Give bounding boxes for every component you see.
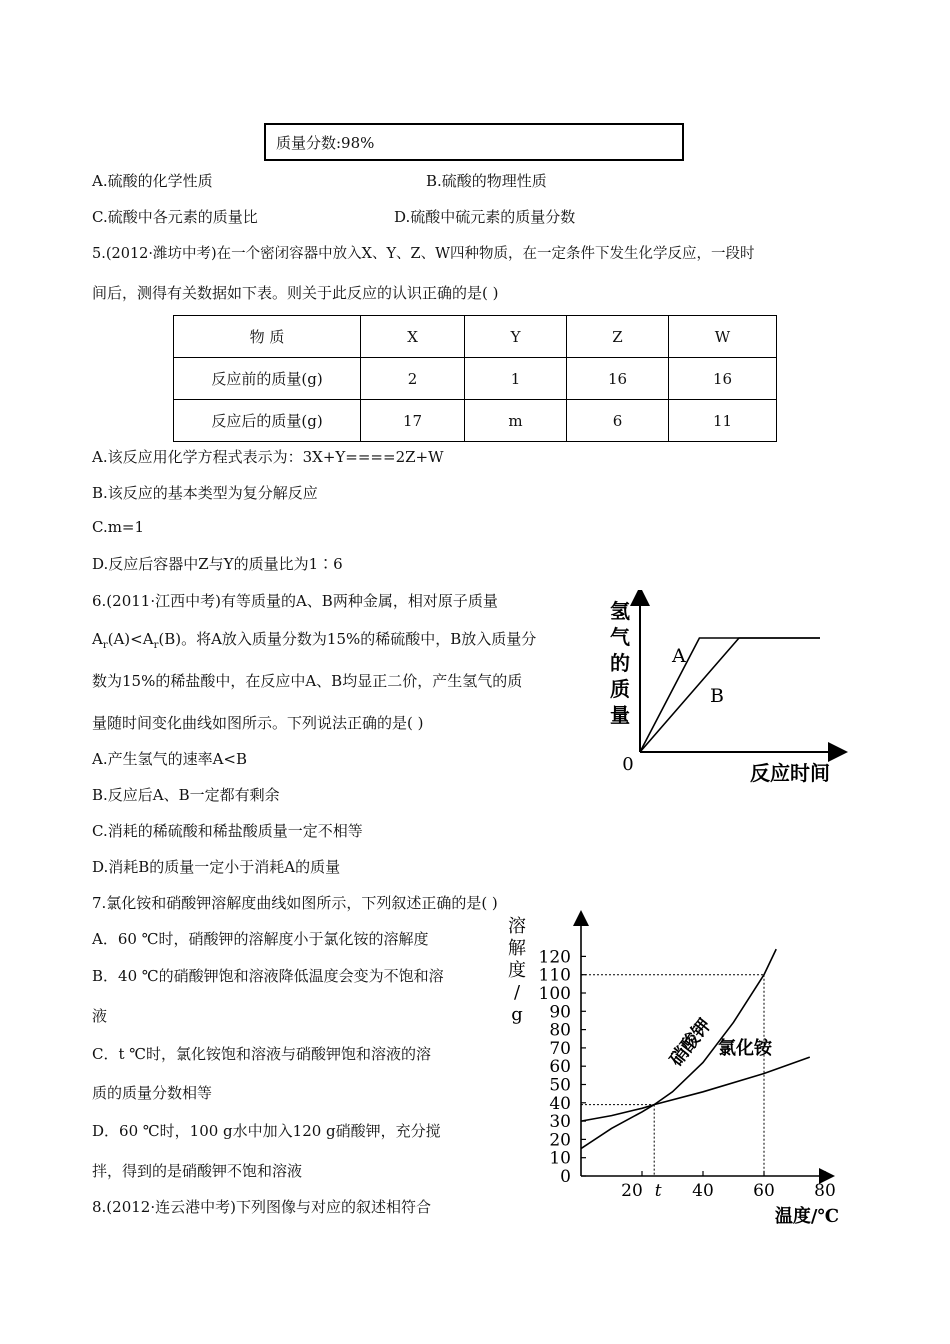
q6-option-a[interactable]: A.产生氢气的速率A<B [92,750,248,768]
y-tick-label: 10 [549,1148,571,1169]
q5-data-table [173,315,777,442]
table-cell: 反应前的质量(g) [174,358,361,400]
q5-stem-line2: 间后，测得有关数据如下表。则关于此反应的认识正确的是( ) [92,284,499,302]
table-cell: 1 [465,358,567,400]
y-label-char: / [513,982,521,1003]
q6-option-d[interactable]: D.消耗B的质量一定小于消耗A的质量 [92,858,341,876]
origin-label: 0 [622,754,634,775]
q6-stem-line3: 数为15%的稀盐酸中，在反应中A、B均显正二价，产生氢气的质 [92,672,523,690]
series-label-b: B [710,685,724,707]
x-tick-label-t: t [654,1181,662,1201]
q7-option-c-line1[interactable]: C．t ℃时，氯化铵饱和溶液与硝酸钾饱和溶液的溶 [92,1045,432,1063]
y-label-char: 气 [610,625,630,649]
q7-option-d-line1[interactable]: D．60 ℃时，100 g水中加入120 g硝酸钾，充分搅 [92,1122,441,1140]
y-tick-label: 60 [549,1057,571,1078]
q6-option-b[interactable]: B.反应后A、B一定都有剩余 [92,786,280,804]
table-cell: 6 [567,400,669,442]
solubility-chart [495,910,855,1230]
q6-ar-a: A [92,630,103,648]
y-tick-label: 100 [538,984,571,1004]
y-tick-label: 0 [560,1167,571,1187]
table-header-cell: X [361,316,465,358]
series-line-b [640,638,820,752]
q6-ar-post: (B)。将A放入质量分数为15%的稀硫酸中，B放入质量分 [158,630,537,648]
q6-stem-line4: 量随时间变化曲线如图所示。下列说法正确的是( ) [92,714,424,732]
table-cell: 17 [361,400,465,442]
hydrogen-chart [600,590,850,790]
q6-ar-mid: (A)<A [107,630,154,648]
y-label-char: 的 [610,651,630,675]
y-label-char: 质 [610,677,630,701]
q4-option-a[interactable]: A.硫酸的化学性质 [92,172,213,190]
q4-option-d[interactable]: D.硫酸中硫元素的质量分数 [394,208,576,226]
table-cell: 反应后的质量(g) [174,400,361,442]
q5-option-c[interactable]: C.m=1 [92,518,145,536]
y-label-char: 溶 [508,916,526,937]
table-cell: 16 [567,358,669,400]
y-tick-label: 120 [538,947,571,968]
q4-option-b[interactable]: B.硫酸的物理性质 [426,172,547,190]
q7-option-b-line2[interactable]: 液 [92,1007,108,1025]
series-line-a [640,638,820,752]
q6-option-c[interactable]: C.消耗的稀硫酸和稀盐酸质量一定不相等 [92,822,363,840]
q6-ar-sub-2: r [153,640,159,651]
q8-stem: 8.(2012·连云港中考)下列图像与对应的叙述相符合 [92,1198,431,1216]
q6-stem-line2 [92,628,536,651]
series-label-a: A [672,645,686,667]
y-label-char: g [511,1004,523,1025]
y-tick-label: 70 [549,1038,571,1059]
label-box-text: 质量分数:98% [276,134,375,152]
table-cell: 2 [361,358,465,400]
y-tick-label: 40 [549,1093,571,1114]
q4-option-c[interactable]: C.硫酸中各元素的质量比 [92,208,258,226]
y-tick-label: 110 [538,965,571,986]
q7-stem: 7.氯化铵和硝酸钾溶解度曲线如图所示，下列叙述正确的是( ) [92,894,498,912]
table-header-cell: Y [465,316,567,358]
q7-option-a[interactable]: A．60 ℃时，硝酸钾的溶解度小于氯化铵的溶解度 [92,930,429,948]
table-row [174,358,777,400]
x-tick-label: 80 [814,1181,836,1201]
q6-stem-line1: 6.(2011·江西中考)有等质量的A、B两种金属，相对原子质量 [92,592,498,610]
y-tick-label: 90 [549,1002,571,1023]
table-cell: 11 [669,400,777,442]
table-row [174,400,777,442]
series-label-potassium-nitrate: 硝酸钾 [665,1014,716,1071]
label-box [264,123,684,161]
y-tick-label: 50 [549,1075,571,1096]
x-tick-label: 60 [753,1181,775,1201]
q5-stem-line1: 5.(2012·潍坊中考)在一个密闭容器中放入X、Y、Z、W四种物质，在一定条件下发生化学反应，一段时 [92,246,755,262]
y-label-char: 量 [610,703,630,727]
y-label-char: 解 [508,938,526,959]
y-tick-label: 80 [549,1020,571,1041]
y-label-char: 氢 [610,599,630,623]
series-line-ammonium-chloride [581,1057,810,1121]
q5-option-a[interactable]: A.该反应用化学方程式表示为：3X+Y====2Z+W [92,448,444,466]
q5-option-b[interactable]: B.该反应的基本类型为复分解反应 [92,484,318,502]
y-label-char: 度 [508,960,526,981]
table-header-cell: Z [567,316,669,358]
x-axis-label: 温度/℃ [774,1206,840,1227]
q7-option-c-line2[interactable]: 质的质量分数相等 [92,1084,213,1102]
table-cell: m [465,400,567,442]
q6-ar-sub-1: r [102,640,108,651]
q7-option-d-line2[interactable]: 拌，得到的是硝酸钾不饱和溶液 [92,1162,303,1180]
table-header-cell: W [669,316,777,358]
y-tick-label: 30 [549,1112,571,1133]
q7-option-b-line1[interactable]: B．40 ℃的硝酸钾饱和溶液降低温度会变为不饱和溶 [92,967,444,985]
y-tick-label: 20 [549,1130,571,1151]
table-header-cell: 物 质 [174,316,361,358]
table-header-row [174,316,777,358]
x-tick-label: 20 [621,1181,643,1201]
table-cell: 16 [669,358,777,400]
x-tick-label: 40 [692,1181,714,1201]
series-label-ammonium-chloride: 氯化铵 [718,1038,772,1059]
q5-option-d[interactable]: D.反应后容器中Z与Y的质量比为1∶6 [92,555,343,573]
x-axis-label: 反应时间 [750,761,830,785]
